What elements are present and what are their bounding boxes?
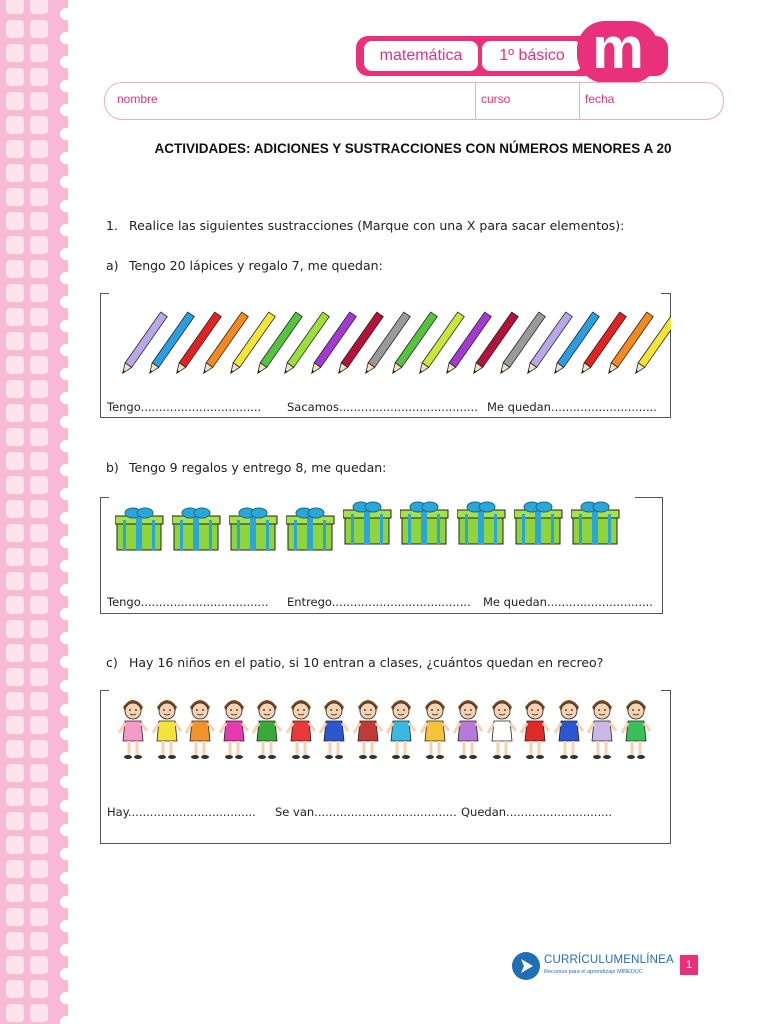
item-a-box bbox=[100, 293, 671, 418]
play-arrow-icon bbox=[512, 952, 540, 980]
gift-icon bbox=[229, 506, 279, 552]
field-divider bbox=[475, 83, 476, 119]
child-figure bbox=[385, 695, 417, 761]
page-number: 1 bbox=[680, 955, 698, 975]
question-number: 1. bbox=[106, 218, 118, 233]
name-field-label: nombre bbox=[117, 92, 158, 106]
child-figure bbox=[452, 695, 484, 761]
child-figure bbox=[352, 695, 384, 761]
worksheet-title: ACTIVIDADES: ADICIONES Y SUSTRACCIONES CON NÚMEROS MENORES A 20 bbox=[154, 141, 672, 156]
child-figure bbox=[151, 695, 183, 761]
item-c-box bbox=[100, 690, 671, 844]
gift-icon bbox=[400, 500, 450, 546]
pencil bbox=[632, 312, 671, 376]
item-a-answer-take: Sacamos...................................... bbox=[287, 400, 478, 414]
child-figure bbox=[285, 695, 317, 761]
item-c-answer-have: Hay................................... bbox=[107, 805, 256, 819]
date-field-label: fecha bbox=[585, 92, 615, 106]
child-figure bbox=[318, 695, 350, 761]
pencils-illustration bbox=[111, 300, 671, 380]
item-c-answer-leave: Se van....................................... bbox=[275, 805, 457, 819]
student-info-row bbox=[104, 82, 724, 120]
item-c-label: c) bbox=[106, 655, 118, 670]
child-figure bbox=[117, 695, 149, 761]
item-a-label: a) bbox=[106, 258, 119, 273]
question-text: Realice las siguientes sustracciones (Marque con una X para sacar elementos): bbox=[129, 218, 625, 233]
child-figure bbox=[251, 695, 283, 761]
gift-icon bbox=[457, 500, 507, 546]
curriculum-logo bbox=[512, 950, 674, 982]
child-figure bbox=[419, 695, 451, 761]
child-figure bbox=[218, 695, 250, 761]
gift-icon bbox=[286, 506, 336, 552]
gift-icon bbox=[115, 506, 165, 552]
item-b-answer-have: Tengo................................... bbox=[107, 595, 269, 609]
subject-logo: m bbox=[577, 21, 659, 83]
child-figure bbox=[553, 695, 585, 761]
item-a-answer-left: Me quedan............................. bbox=[487, 400, 657, 414]
item-c-answer-left: Quedan............................. bbox=[461, 805, 613, 819]
item-b-answer-give: Entrego...................................... bbox=[287, 595, 471, 609]
gift-icon bbox=[172, 506, 222, 552]
child-figure bbox=[184, 695, 216, 761]
child-figure bbox=[519, 695, 551, 761]
item-b-box bbox=[100, 497, 663, 614]
child-figure bbox=[586, 695, 618, 761]
brand-name: CURRÍCULUMENLÍNEA bbox=[544, 954, 674, 966]
item-b-text: Tengo 9 regalos y entrego 8, me quedan: bbox=[129, 460, 387, 475]
grade-tab: 1º básico bbox=[482, 41, 582, 71]
item-b-label: b) bbox=[106, 460, 119, 475]
gift-icon bbox=[571, 500, 621, 546]
child-figure bbox=[486, 695, 518, 761]
field-divider bbox=[579, 83, 580, 119]
item-b-answer-left: Me quedan............................. bbox=[483, 595, 653, 609]
child-figure bbox=[620, 695, 652, 761]
item-a-answer-have: Tengo................................. bbox=[107, 400, 262, 414]
brand-tagline: Recursos para el aprendizaje MINEDUC bbox=[544, 969, 643, 975]
course-field-label: curso bbox=[481, 92, 511, 106]
gift-icon bbox=[343, 500, 393, 546]
decorative-sidebar bbox=[0, 0, 68, 1024]
gift-icon bbox=[514, 500, 564, 546]
item-a-text: Tengo 20 lápices y regalo 7, me quedan: bbox=[129, 258, 383, 273]
item-c-text: Hay 16 niños en el patio, si 10 entran a clases, ¿cuántos quedan en recreo? bbox=[129, 655, 604, 670]
subject-tab: matemática bbox=[364, 41, 478, 71]
